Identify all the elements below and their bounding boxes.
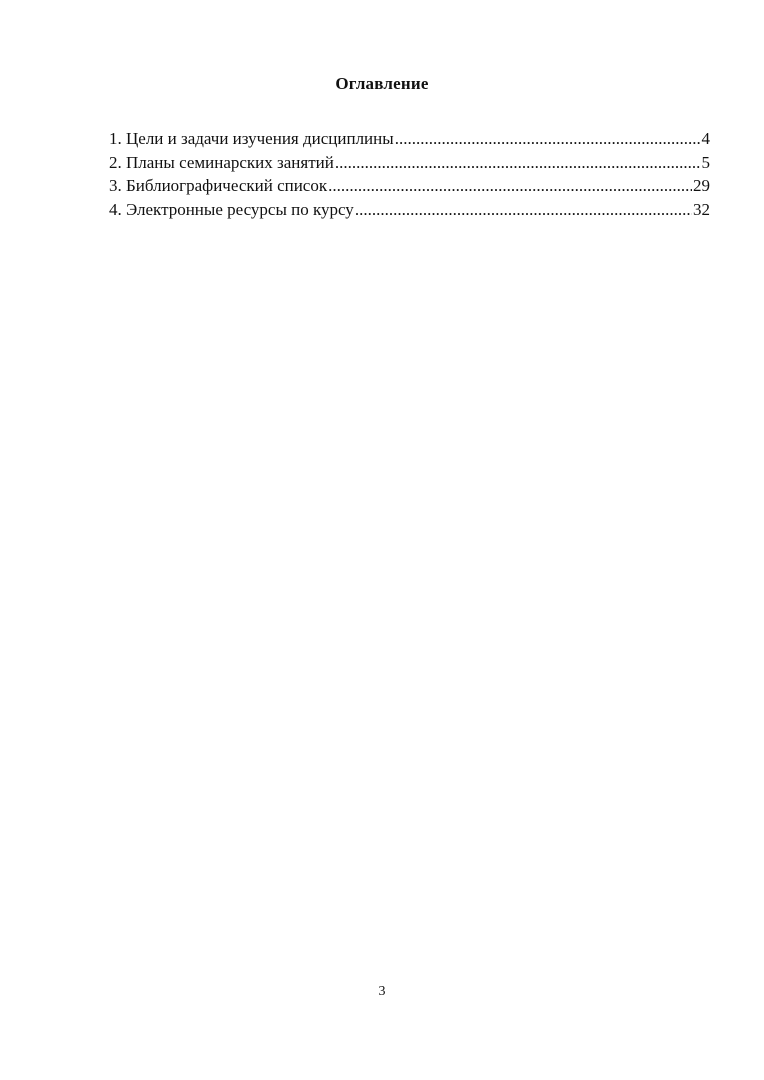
toc-entry[interactable]	[109, 174, 710, 198]
table-of-contents	[109, 127, 710, 221]
toc-entry-page: 29	[693, 176, 710, 195]
toc-dot-leader	[395, 127, 701, 151]
toc-entry[interactable]	[109, 198, 710, 222]
toc-dot-leader	[355, 198, 692, 222]
toc-entry-page: 32	[693, 199, 710, 219]
toc-entry-page: 5	[701, 152, 710, 172]
toc-entry-label: 2. Планы семинарских занятий	[109, 152, 334, 172]
toc-entry-page: 4	[701, 129, 710, 148]
toc-title: Оглавление	[335, 74, 429, 93]
toc-entry-label: 4. Электронные ресурсы по курсу	[109, 199, 354, 219]
toc-dot-leader	[335, 151, 701, 175]
toc-dot-leader	[328, 174, 692, 198]
toc-entry[interactable]	[109, 127, 710, 151]
page-number: 3	[378, 984, 386, 999]
toc-entry-label: 1. Цели и задачи изучения дисциплины	[109, 129, 394, 148]
toc-entry[interactable]	[109, 151, 710, 175]
toc-entry-label: 3. Библиографический список	[109, 176, 328, 195]
